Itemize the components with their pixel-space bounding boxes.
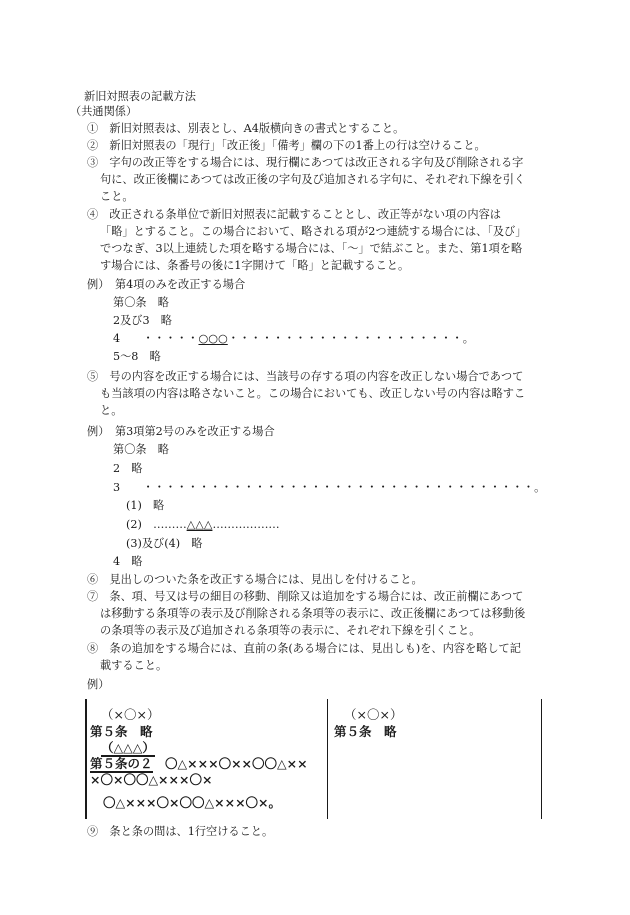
example-title: 第3項第2号のみを改正する場合 [114, 425, 275, 438]
new-article-5: 第５条 略 [334, 724, 397, 739]
item-3-cont: 句に、改正後欄にあつては改正後の字句及び追加される字句に、それぞれ下線を引く [100, 173, 526, 186]
item-number: ⑦ [87, 590, 99, 603]
table-right-border [541, 699, 542, 819]
item-7 [87, 590, 523, 604]
item-text: 新旧対照表は、別表とし、A4版横向きの書式とすること。 [109, 122, 405, 135]
item-6 [87, 573, 423, 587]
section-heading: （共通関係） [70, 105, 138, 118]
item-number: ⑥ [87, 573, 99, 586]
ex2-line: (1) 略 [126, 499, 165, 512]
item-4 [87, 208, 501, 222]
clause-number: 3 [113, 481, 121, 494]
dots: ・・・・・ [142, 332, 199, 345]
table-left-border [85, 699, 87, 819]
ex2-line: 4 略 [113, 555, 143, 568]
item-text: 条の追加をする場合には、直前の条(ある場合には、見出しも)を、内容を略して記 [109, 642, 521, 655]
item-number: ⑨ [87, 825, 99, 838]
old-article-5-2-cont: ×〇×〇〇△×××〇× [90, 772, 213, 787]
item-8 [87, 642, 521, 656]
underlined-article-number: 第５条の２ [90, 756, 153, 771]
ex1-line: 2及び3 略 [113, 314, 172, 327]
ex1-line: 第〇条 略 [113, 296, 169, 309]
item-4-cont: 「略」とすること。この場合において、略される項が2つ連続する場合には、「及び」 [100, 225, 527, 238]
item-text: 条、項、号又は号の細目の移動、削除又は追加をする場合には、改正前欄にあつて [109, 590, 524, 603]
item-5 [87, 370, 523, 384]
table-divider [327, 699, 328, 819]
ex2-line-3 [113, 481, 545, 495]
ex2-line: 第〇条 略 [113, 443, 169, 456]
item-number: ① [87, 122, 99, 135]
old-article-5: 第５条 略 [90, 724, 153, 739]
ex1-line-4 [113, 332, 474, 346]
dots: ・・・・・・・・・・・・・・・・・・・・・。 [227, 332, 474, 345]
item-1 [87, 122, 404, 136]
item-number: (2) [126, 518, 142, 531]
clause-number: 4 [113, 332, 121, 345]
item-5-cont: も当該項の内容は略さないこと。この場合においても、改正しない号の内容は略すこ [100, 387, 526, 400]
ex2-line: 2 略 [113, 462, 143, 475]
underlined-text: △△△ [186, 518, 213, 531]
ex2-line: (3)及び(4) 略 [126, 537, 203, 550]
old-heading-1: （×〇×） [101, 707, 160, 722]
item-text: 号の内容を改正する場合には、当該号の存する項の内容を改正しない場合であつて [109, 370, 524, 383]
item-7-cont: は移動する条項等の表示及び削除される条項等の表示に、改正後欄にあつては移動後 [100, 607, 526, 620]
item-5-cont: と。 [100, 404, 123, 417]
ex1-line: 5～8 略 [113, 350, 161, 363]
example-3-label: 例） [87, 678, 110, 691]
item-9 [87, 825, 273, 839]
item-text: 改正される条単位で新旧対照表に記載することとし、改正等がない項の内容は [109, 208, 501, 221]
item-text: 新旧対照表の「現行」「改正後」「備考」欄の下の1番上の行は空けること。 [109, 139, 486, 152]
dots: ……… [153, 518, 187, 531]
item-number: ⑧ [87, 642, 99, 655]
item-2 [87, 139, 486, 153]
example-1-heading [87, 278, 245, 292]
item-3 [87, 156, 523, 170]
item-number: ③ [87, 156, 99, 169]
item-3-cont: こと。 [100, 190, 134, 203]
item-text: 字句の改正等をする場合には、現行欄にあつては改正される字句及び削除される字 [109, 156, 524, 169]
example-title: 第4項のみを改正する場合 [114, 278, 246, 291]
item-number: ④ [87, 208, 99, 221]
item-4-cont: す場合には、条番号の後に1字開けて「略」と記載すること。 [100, 259, 410, 272]
example-2-heading [87, 425, 275, 439]
page-title: 新旧対照表の記載方法 [84, 90, 196, 103]
item-number: ② [87, 139, 99, 152]
underlined-text: ○○○ [198, 332, 228, 345]
item-4-cont: でつなぎ、3以上連続した項を略する場合には、「～」で結ぶこと。また、第1項を略 [100, 242, 523, 255]
old-heading-2 [101, 741, 155, 755]
item-text: 条と条の間は、1行空けること。 [109, 825, 274, 838]
ex2-line-5 [126, 518, 280, 532]
item-number: ⑤ [87, 370, 99, 383]
example-label: 例） [87, 278, 104, 291]
dots: ・・・・・・・・・・・・・・・・・・・・・・・・・・・・・・・・・・・。 [142, 481, 546, 494]
article-text: 〇△×××〇××〇〇△×× [165, 756, 308, 771]
old-article-5-2 [90, 757, 308, 771]
item-text: 見出しのついた条を改正する場合には、見出しを付けること。 [109, 573, 423, 586]
example-label: 例） [87, 425, 104, 438]
item-7-cont: の条項等の表示及び追加される条項等の表示に、それぞれ下線を引くこと。 [100, 624, 481, 637]
old-article-5-2-para: 〇△×××〇×〇〇△×××〇×。 [103, 795, 282, 810]
new-heading-1: （×〇×） [344, 707, 403, 722]
dots: ……………… [212, 518, 280, 531]
item-8-cont: 載すること。 [100, 659, 168, 672]
underlined-heading: （△△△） [101, 740, 155, 755]
